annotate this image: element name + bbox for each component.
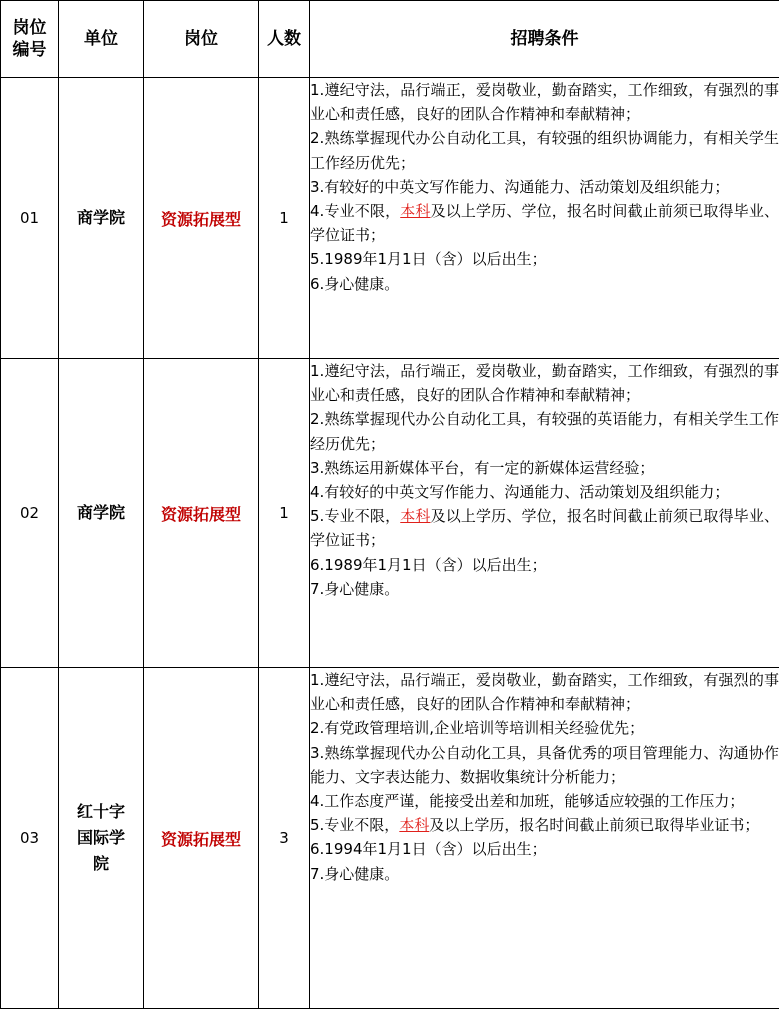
condition-item: 4.有较好的中英文写作能力、沟通能力、活动策划及组织能力； (310, 483, 730, 502)
header-row (1, 1, 779, 78)
unit-cell (59, 668, 144, 1009)
headcount-cell: 1 (259, 78, 310, 359)
condition-text: 5.专业不限， (310, 816, 400, 835)
unit-line: 红十字 (76, 802, 125, 821)
conditions-cell (310, 78, 779, 359)
post-type-cell: 资源拓展型 (144, 668, 259, 1009)
condition-item: 1.遵纪守法，品行端正，爱岗敬业，勤奋踏实，工作细致，有强烈的事业心和责任感，良好的团队合作精神和奉献精神； (310, 362, 779, 405)
table-row (1, 359, 779, 668)
header-post: 岗位 (144, 1, 259, 78)
degree-link[interactable]: 本科 (400, 202, 431, 221)
unit-line: 商学院 (76, 208, 125, 227)
header-unit: 单位 (59, 1, 144, 78)
condition-item: 2.有党政管理培训,企业培训等培训相关经验优先； (310, 719, 645, 738)
condition-item: 7.身心健康。 (310, 864, 400, 883)
condition-item: 6.身心健康。 (310, 274, 400, 293)
post-code-cell: 03 (1, 668, 59, 1009)
headcount-cell: 1 (259, 359, 310, 668)
condition-item: 5.1989年1月1日（含）以后出生； (310, 250, 547, 269)
table-row (1, 78, 779, 359)
unit-line: 国际学 (76, 828, 125, 847)
header-count: 人数 (259, 1, 310, 78)
unit-cell (59, 359, 144, 668)
condition-text: 4.专业不限， (310, 202, 401, 221)
degree-link[interactable]: 本科 (399, 816, 430, 835)
unit-line: 院 (92, 854, 109, 873)
condition-item: 4.工作态度严谨，能接受出差和加班，能够适应较强的工作压力； (310, 792, 745, 811)
condition-item: 2.熟练掌握现代办公自动化工具，有较强的组织协调能力，有相关学生工作经历优先； (310, 129, 779, 172)
condition-text: 及以上学历，报名时间截止前须已取得毕业证书； (429, 816, 760, 835)
condition-item: 3.熟练运用新媒体平台，有一定的新媒体运营经验； (310, 458, 655, 477)
header-code-line-2: 编号 (12, 40, 47, 60)
degree-link[interactable]: 本科 (400, 507, 431, 526)
header-code-line-1: 岗位 (12, 18, 47, 38)
condition-item: 6.1994年1月1日（含）以后出生； (310, 840, 547, 859)
condition-text: 及以上学历、学位，报名时间截止前须已取得毕业、学位证书； (310, 507, 779, 550)
header-conditions: 招聘条件 (310, 1, 779, 78)
condition-item: 7.身心健康。 (310, 579, 400, 598)
conditions-cell (310, 668, 779, 1009)
condition-text: 及以上学历、学位，报名时间截止前须已取得毕业、学位证书； (310, 202, 779, 245)
unit-cell (59, 78, 144, 359)
condition-item: 3.有较好的中英文写作能力、沟通能力、活动策划及组织能力； (310, 177, 730, 196)
condition-item (310, 813, 779, 837)
post-type-cell: 资源拓展型 (144, 78, 259, 359)
condition-item (310, 504, 779, 552)
condition-item: 1.遵纪守法，品行端正，爱岗敬业，勤奋踏实，工作细致，有强烈的事业心和责任感，良好的团队合作精神和奉献精神； (310, 671, 779, 714)
condition-text: 5.专业不限， (310, 507, 401, 526)
condition-item: 1.遵纪守法，品行端正，爱岗敬业，勤奋踏实，工作细致，有强烈的事业心和责任感，良好的团队合作精神和奉献精神； (310, 81, 779, 124)
unit-line: 商学院 (76, 503, 125, 522)
condition-item: 6.1989年1月1日（含）以后出生； (310, 555, 547, 574)
headcount-cell: 3 (259, 668, 310, 1009)
condition-item: 3.熟练掌握现代办公自动化工具，具备优秀的项目管理能力、沟通协作能力、文字表达能力、数据收集统计分析能力； (310, 743, 779, 786)
header-code (1, 1, 59, 78)
post-type-cell: 资源拓展型 (144, 359, 259, 668)
condition-item: 2.熟练掌握现代办公自动化工具，有较强的英语能力，有相关学生工作经历优先； (310, 410, 779, 453)
conditions-cell (310, 359, 779, 668)
table-row (1, 668, 779, 1009)
condition-item (310, 199, 779, 247)
post-code-cell: 01 (1, 78, 59, 359)
post-code-cell: 02 (1, 359, 59, 668)
